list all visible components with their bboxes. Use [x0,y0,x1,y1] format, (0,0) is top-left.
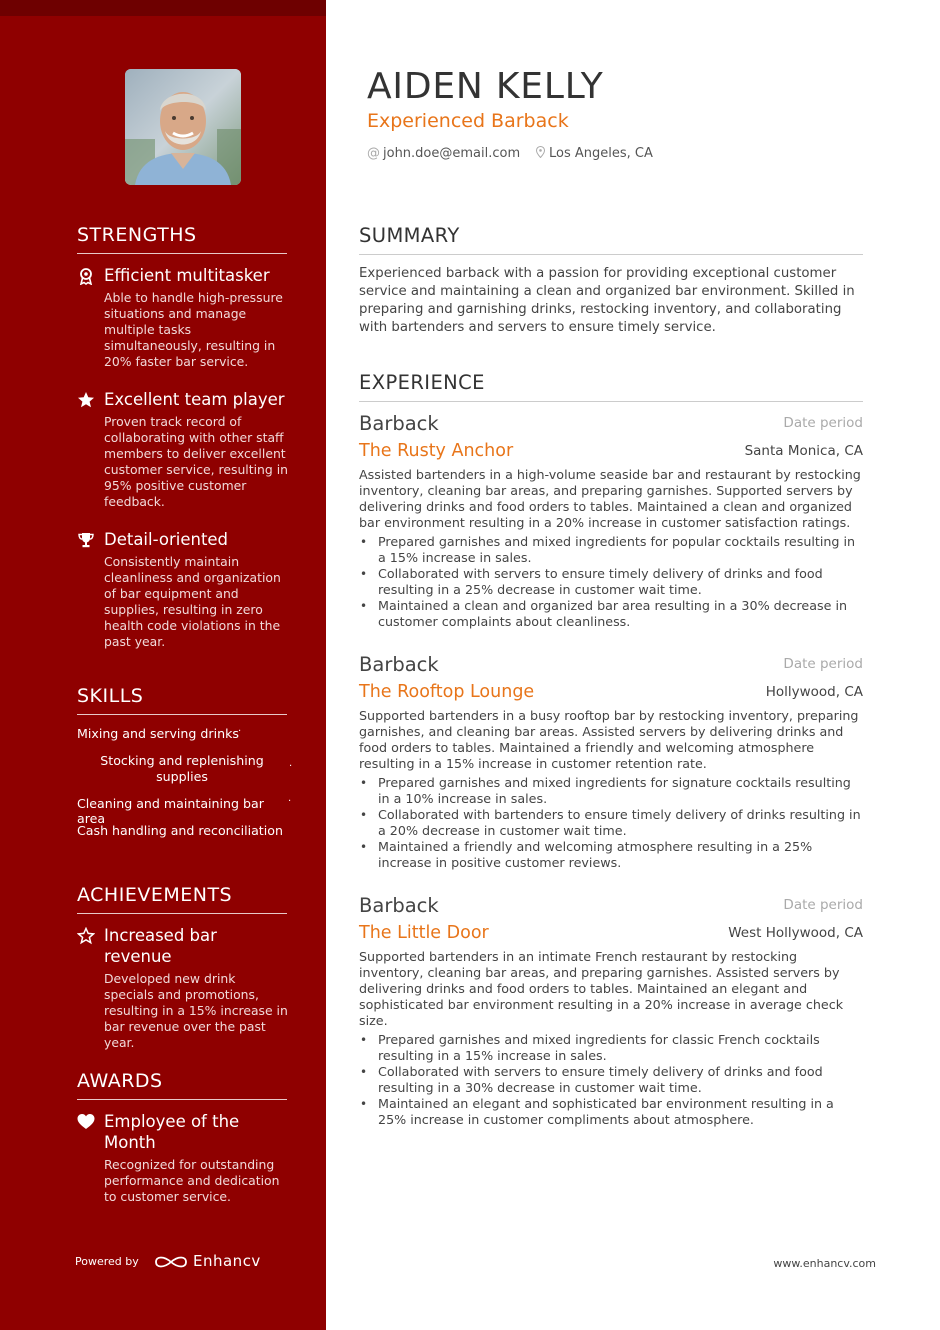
job-bullet: • Prepared garnishes and mixed ingredients for popular cocktails resulting in a 15% increase in sales. [359,534,863,566]
skill-label: Cash handling and reconciliation [77,823,283,838]
profile-photo [125,69,241,185]
location-text: Los Angeles, CA [549,146,653,161]
sidebar-top-bar [0,0,326,16]
job-description: Supported bartenders in an intimate French restaurant by restocking inventory, cleaning bar areas, and preparing garnishes. Assisted servers by delivering drinks and food orders to tables. Maintained an elegant and sophisticated bar environment resulting in a 20% increase in average check size. [359,949,844,1028]
job-role: Barback [359,412,439,435]
experience-entry [359,412,863,630]
footer-url-link[interactable]: www.enhancv.com [773,1257,876,1270]
awards-title: AWARDS [77,1070,287,1100]
profile-photo-illustration [125,69,241,185]
award-ribbon-icon [77,267,95,285]
achievements-title: ACHIEVEMENTS [77,884,287,914]
skill-item [77,794,292,826]
skill-label: Mixing and serving drinks [77,726,239,741]
achievement-title: Increased bar revenue [104,926,217,966]
job-bullet: • Prepared garnishes and mixed ingredients for signature cocktails resulting in a 10% increase in sales. [359,775,863,807]
sidebar [0,0,326,1330]
job-company: The Rooftop Lounge [359,682,535,702]
strength-description: Consistently maintain cleanliness and organization of bar equipment and supplies, resulting in zero health code violations in the past year. [104,554,281,649]
contact-email[interactable] [367,146,520,161]
trophy-icon [77,531,95,549]
location-pin-icon [536,146,545,158]
job-company: The Rusty Anchor [359,441,514,461]
experience-entry [359,894,863,1128]
star-outline-icon [77,927,95,945]
contact-location [536,146,653,161]
star-icon [77,391,95,409]
at-sign-icon: @ [367,146,380,161]
experience-entry [359,653,863,871]
skill-label: Stocking and replenishing supplies [100,753,264,784]
skills-title: SKILLS [77,685,287,715]
email-text: john.doe@email.com [383,146,521,161]
skill-item [77,751,292,794]
job-role: Barback [359,653,439,676]
job-location: Santa Monica, CA [744,443,863,459]
skill-separator: · [288,796,292,807]
experience-title: EXPERIENCE [359,371,863,402]
award-item [77,1111,289,1205]
strength-item [77,389,289,510]
job-role: Barback [359,894,439,917]
strength-description: Proven track record of collaborating with other staff members to deliver excellent customer service, resulting in 95% positive customer feedback. [104,414,288,509]
strengths-title: STRENGTHS [77,224,287,254]
job-bullet: • Collaborated with servers to ensure timely delivery of drinks and food resulting in a 25% decrease in customer wait time. [359,566,863,598]
job-bullet: • Maintained an elegant and sophisticated bar environment resulting in a 25% increase in customer compliments about atmosphere. [359,1096,863,1128]
job-bullets [359,775,863,871]
heart-icon [77,1113,95,1131]
enhancv-logo-text: Enhancv [193,1252,261,1270]
skill-item [77,821,292,848]
skill-separator: · [238,726,242,737]
job-bullets [359,534,863,630]
summary-text: Experienced barback with a passion for providing exceptional customer service and maintaining a clean and organized bar environment. Skilled in preparing and garnishing drinks, restocking inventory, and collaborating with bartenders and servers to ensure timely service. [359,266,855,335]
skills-list [77,724,292,848]
achievement-description: Developed new drink specials and promotions, resulting in a 15% increase in bar revenue over the past year. [104,971,288,1050]
job-date: Date period [783,415,863,431]
strength-title: Efficient multitasker [104,266,270,285]
job-date: Date period [783,897,863,913]
job-description: Assisted bartenders in a high-volume seaside bar and restaurant by restocking inventory, cleaning bar areas, and preparing garnishes. Supported servers by delivering drinks and food orders to tables. Maintained a clean and organized bar environment resulting in a 20% increase in customer satisfaction ratings. [359,467,861,530]
strength-item [77,265,289,370]
strength-description: Able to handle high-pressure situations and manage multiple tasks simultaneously, resulting in 20% faster bar service. [104,290,283,369]
job-description: Supported bartenders in a busy rooftop bar by restocking inventory, preparing garnishes, and cleaning bar areas. Assisted servers by delivering drinks and food orders to tables. Maintained a friendly and welcoming atmosphere resulting in a 15% increase in customer retention rate. [359,708,859,771]
job-bullet: • Collaborated with bartenders to ensure timely delivery of drinks resulting in a 20% decrease in customer wait time. [359,807,863,839]
skill-item [77,724,292,751]
strength-title: Detail-oriented [104,530,229,549]
job-company: The Little Door [359,923,489,943]
job-bullet: • Maintained a clean and organized bar area resulting in a 30% decrease in customer complaints about cleanliness. [359,598,863,630]
job-date: Date period [783,656,863,672]
job-bullet: • Prepared garnishes and mixed ingredients for classic French cocktails resulting in a 15% increase in sales. [359,1032,863,1064]
candidate-name: AIDEN KELLY [367,66,604,107]
strength-item [77,529,289,650]
enhancv-logo-icon [154,1252,188,1272]
enhancv-logo[interactable] [154,1251,264,1273]
award-title: Employee of the Month [104,1112,240,1152]
skill-separator: · [289,761,293,772]
job-location: Hollywood, CA [765,684,863,700]
summary-title: SUMMARY [359,224,863,255]
job-bullet: • Maintained a friendly and welcoming atmosphere resulting in a 25% increase in positive customer reviews. [359,839,863,871]
achievement-item [77,925,289,1051]
award-description: Recognized for outstanding performance and dedication to customer service. [104,1157,280,1204]
job-bullets [359,1032,863,1128]
candidate-title: Experienced Barback [367,110,569,132]
powered-by-label: Powered by [75,1255,139,1268]
job-location: West Hollywood, CA [728,925,863,941]
strength-title: Excellent team player [104,390,285,409]
skill-label: Cleaning and maintaining bar area [77,796,264,826]
job-bullet: • Collaborated with servers to ensure timely delivery of drinks and food resulting in a 30% decrease in customer wait time. [359,1064,863,1096]
